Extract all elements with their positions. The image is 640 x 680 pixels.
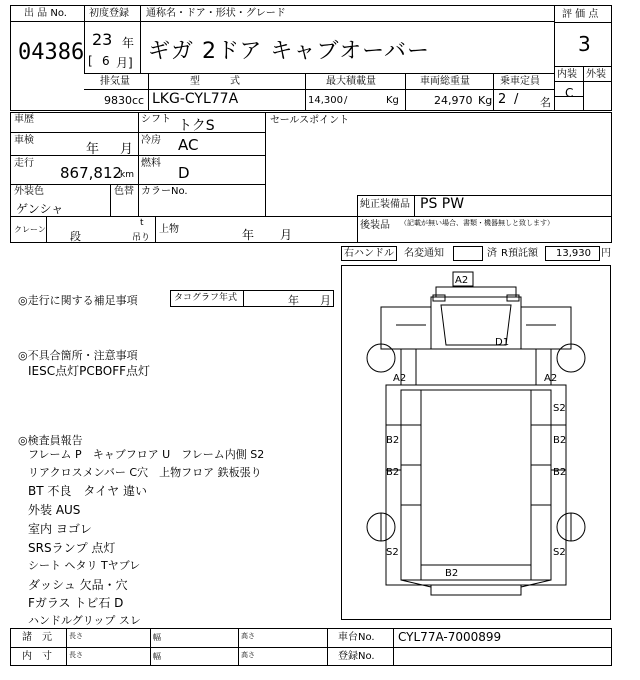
exterior-label: 外装: [586, 69, 606, 80]
height-label: 高さ: [241, 651, 255, 659]
ext-color: ゲンシャ: [16, 202, 64, 216]
upper-month: 月: [280, 228, 293, 242]
load-sep: /: [344, 95, 348, 106]
genuine-label: 純正装備品: [360, 199, 410, 210]
upper-year: 年: [242, 228, 255, 242]
fuel-value: D: [178, 164, 190, 182]
color-no-label: カラーNo.: [141, 186, 188, 197]
ext-color-label: 外装色: [14, 186, 44, 197]
mark-windshield: D1: [495, 337, 510, 348]
inspector-line: リアクロスメンバー C穴 上物フロア 鉄板張り: [28, 466, 262, 479]
gross: 24,970: [434, 94, 473, 107]
inspection-label: 車検: [14, 135, 34, 146]
gross-unit: Kg: [478, 94, 493, 107]
gross-label: 車両総重量: [420, 76, 470, 87]
width-label: 幅: [153, 652, 161, 661]
mark-right-upper: S2: [553, 403, 566, 414]
chassis-number: CYL77A-7000899: [398, 630, 502, 644]
defect-line: IESC点灯PCBOFF点灯: [28, 364, 151, 378]
month-open: [: [88, 54, 93, 68]
car-name: ギガ 2ドア キャブオーバー: [148, 39, 431, 64]
mark-right-lower: B2: [553, 467, 567, 478]
load-unit: Kg: [386, 95, 399, 106]
reg-label: 登録No.: [338, 651, 375, 662]
color-change-label: 色替: [114, 186, 134, 197]
inspector-line: ハンドルグリップ スレ: [28, 614, 141, 627]
mark-right-rear: S2: [553, 547, 566, 558]
mark-left-lower: B2: [386, 467, 400, 478]
recycle-done: 済: [487, 248, 497, 259]
sales-point-label: セールスポイント: [270, 115, 350, 126]
model-label: 型 式: [190, 76, 240, 87]
lot-number: 04386: [18, 40, 85, 65]
genuine-value: PS PW: [420, 196, 465, 212]
name-change-label: 名変通知: [404, 248, 444, 259]
load: 14,300: [308, 95, 343, 106]
inspector-line: フレーム P キャブフロア U フレーム内側 S2: [28, 448, 265, 461]
mark-front: A2: [455, 275, 469, 286]
mark-rear: B2: [445, 568, 459, 579]
displacement-label: 排気量: [100, 76, 130, 87]
capacity-label: 乗車定員: [500, 76, 540, 87]
inspector-line: Fガラス トビ石 D: [28, 596, 124, 610]
inspection-month: 月: [120, 142, 134, 157]
inspector-line: BT 不良 タイヤ 違い: [28, 484, 147, 498]
aftermarket-note: （記載が無い場合、書類・機器無しと致します）: [400, 219, 554, 227]
mileage: 867,812: [60, 164, 123, 182]
mark-left-rear: S2: [386, 547, 399, 558]
fuel-label: 燃料: [141, 158, 161, 169]
recycle-fee-label: R預託額: [501, 248, 538, 259]
driving-label: ◎走行に関する補足事項: [18, 294, 138, 307]
tacho-month: 月: [320, 294, 331, 307]
month-unit: 月]: [116, 56, 133, 70]
mark-left-mid: B2: [386, 435, 400, 446]
crane-label: クレーン: [14, 225, 46, 234]
model: LKG-CYL77A: [152, 91, 239, 107]
crane-stage: 段: [70, 230, 81, 243]
first-reg-label: 初度登録: [89, 8, 129, 19]
shift-value: トクS: [178, 118, 215, 134]
recycle-fee: 13,930: [556, 248, 591, 259]
load-label: 最大積載量: [326, 76, 376, 87]
recycle-unit: 円: [601, 248, 611, 259]
inspector-label: ◎検査員報告: [18, 434, 83, 447]
capacity-unit: 名: [540, 96, 551, 109]
footer-interior-label: 内 寸: [22, 651, 52, 662]
score: 3: [578, 32, 591, 56]
mark-left-front: A2: [393, 373, 407, 384]
mark-right-mid: B2: [553, 435, 567, 446]
ac-value: AC: [178, 136, 199, 154]
length-label: 長さ: [69, 632, 83, 640]
inspection-year: 年: [86, 142, 100, 157]
aftermarket-label: 後装品: [360, 220, 390, 231]
defect-label: ◎不具合箇所・注意事項: [18, 349, 138, 362]
inspector-line: 室内 ヨゴレ: [28, 522, 92, 536]
tacho-year: 年: [288, 294, 299, 307]
rhd: 右ハンドル: [344, 248, 394, 259]
mileage-unit: km: [120, 170, 134, 180]
year-value: 23: [92, 30, 113, 49]
history-label: 車歴: [14, 114, 34, 125]
displacement: 9830: [104, 94, 132, 107]
inspector-line: ダッシュ 欠品・穴: [28, 578, 128, 592]
lot-label: 出 品 No.: [24, 8, 67, 19]
month-value: 6: [102, 54, 110, 68]
displacement-unit: cc: [132, 94, 145, 107]
capacity: 2: [498, 92, 507, 107]
truck-diagram: [341, 265, 611, 620]
footer-specs-label: 諸 元: [22, 632, 52, 643]
mark-right-front: A2: [544, 373, 558, 384]
upper-label: 上物: [159, 224, 179, 235]
interior-score: C: [565, 86, 574, 100]
crane-ton: 吊り: [132, 233, 151, 243]
shift-label: シフト: [141, 114, 171, 125]
capacity-sep: /: [514, 92, 519, 107]
year-unit: 年: [122, 36, 135, 50]
tacho-label: タコグラフ年式: [174, 293, 238, 303]
interior-label: 内装: [557, 69, 577, 80]
crane-ton-t: t: [140, 218, 144, 228]
score-label: 評 価 点: [562, 9, 599, 20]
chassis-label: 車台No.: [338, 632, 375, 643]
height-label: 高さ: [241, 632, 255, 640]
inspector-line: SRSランプ 点灯: [28, 541, 116, 555]
length-label: 長さ: [69, 651, 83, 659]
name-label: 通称名・ドア・形状・グレード: [146, 8, 286, 19]
inspector-line: シート ヘタリ Tヤブレ: [28, 559, 141, 572]
width-label: 幅: [153, 633, 161, 642]
inspector-line: 外装 AUS: [28, 503, 81, 517]
mileage-label: 走行: [14, 158, 34, 169]
ac-label: 冷房: [141, 135, 161, 146]
